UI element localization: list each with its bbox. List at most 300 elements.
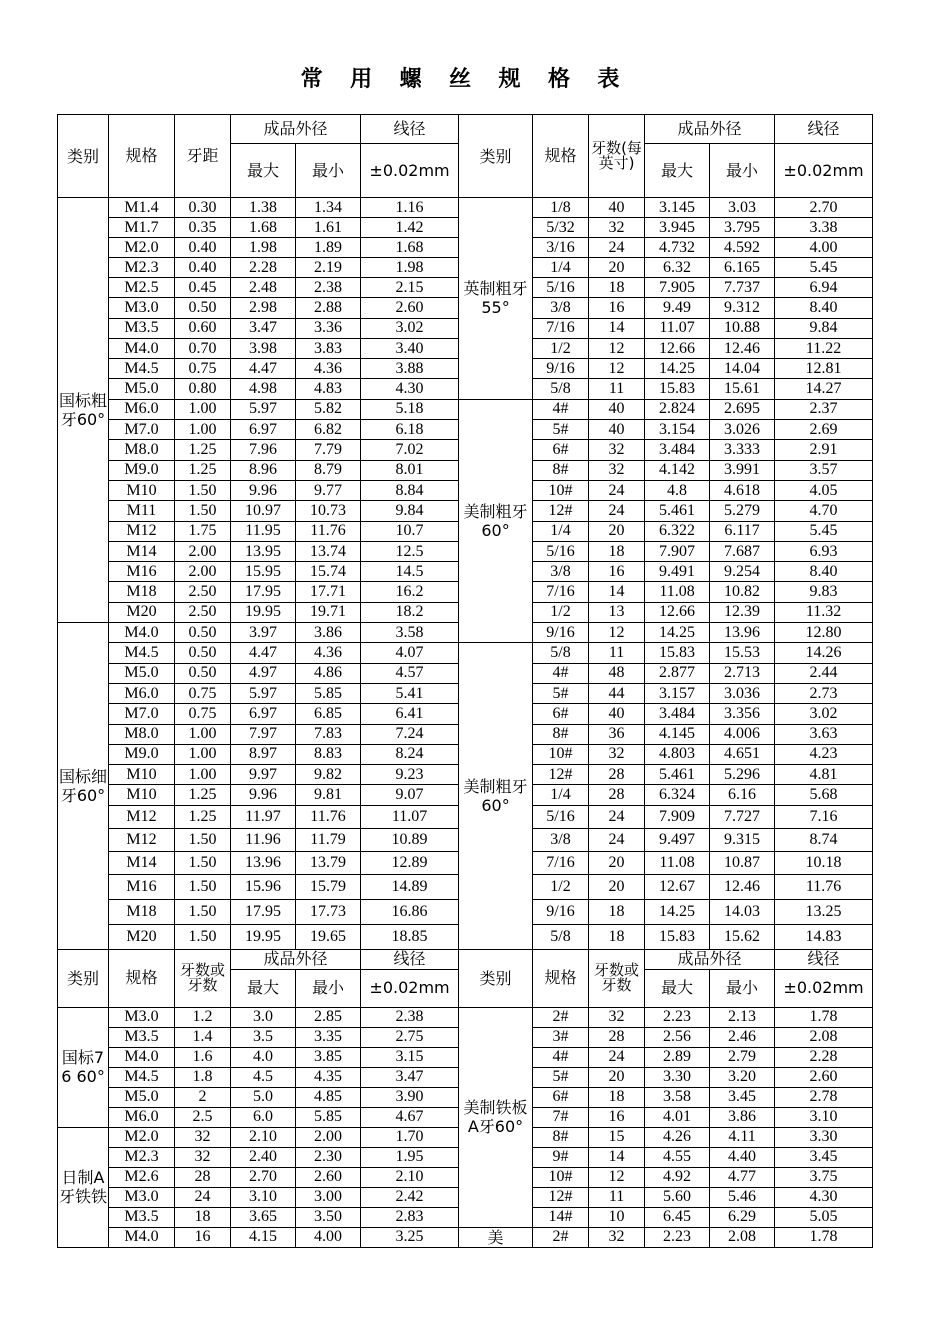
line-diameter-cell: 3.90 [361,1087,459,1107]
pitch-cell: 0.50 [175,663,231,683]
header-tolerance: ±0.02mm [361,144,459,198]
tpi-cell: 10 [589,1207,645,1227]
page-title: 常 用 螺 丝 规 格 表 [300,67,630,92]
max-diameter-cell: 6.324 [645,785,710,805]
max-diameter-cell: 4.803 [645,744,710,764]
min-diameter-cell: 3.991 [710,460,775,480]
spec-cell: 3/16 [533,238,589,258]
spec-cell: M6.0 [109,683,175,703]
max-diameter-cell: 17.95 [231,582,296,602]
max-diameter-cell: 15.95 [231,562,296,582]
min-diameter-cell: 10.73 [296,501,361,521]
spec-cell: M4.0 [109,338,175,358]
tpi-cell: 40 [589,420,645,440]
max-diameter-cell: 1.38 [231,198,296,218]
max-diameter-cell: 8.96 [231,460,296,480]
spec-cell: M10 [109,785,175,805]
spec-cell: M4.0 [109,1227,175,1247]
spec-cell: 5/32 [533,218,589,238]
min-diameter-cell: 2.19 [296,258,361,278]
max-diameter-cell: 14.25 [645,359,710,379]
table-row [58,643,873,663]
line-diameter-cell: 10.89 [361,828,459,851]
spec-cell: 7/16 [533,851,589,874]
category-label: 美 [459,1227,533,1247]
tpi-cell: 24 [589,1047,645,1067]
min-diameter-cell: 1.89 [296,238,361,258]
min-diameter-cell: 3.03 [710,198,775,218]
max-diameter-cell: 9.497 [645,828,710,851]
line-diameter-cell: 3.75 [775,1167,873,1187]
header-min: 最小 [296,144,361,198]
spec-cell: M18 [109,582,175,602]
screw-spec-table [57,114,873,1248]
spec-cell: 1/4 [533,785,589,805]
spec-cell: M2.6 [109,1167,175,1187]
max-diameter-cell: 2.28 [231,258,296,278]
line-diameter-cell: 9.23 [361,765,459,785]
tpi-cell: 28 [589,765,645,785]
header-outer-diameter: 成品外径 [645,115,775,144]
line-diameter-cell: 5.05 [775,1207,873,1227]
header-max: 最大 [645,144,710,198]
tpi-cell: 12 [589,623,645,643]
spec-cell: M2.3 [109,1147,175,1167]
line-diameter-cell: 1.78 [775,1227,873,1247]
header-min: 最小 [296,969,361,1007]
line-diameter-cell: 8.84 [361,480,459,500]
max-diameter-cell: 4.0 [231,1047,296,1067]
line-diameter-cell: 2.38 [361,1007,459,1027]
tpi-cell: 28 [589,785,645,805]
line-diameter-cell: 11.32 [775,602,873,622]
spec-cell: 4# [533,663,589,683]
header-pitch: 牙距 [175,115,231,198]
spec-cell: M14 [109,541,175,561]
tpi-cell: 20 [589,258,645,278]
max-diameter-cell: 4.142 [645,460,710,480]
pitch-cell: 0.75 [175,359,231,379]
min-diameter-cell: 4.85 [296,1087,361,1107]
spec-cell: 7/16 [533,582,589,602]
max-diameter-cell: 15.96 [231,874,296,899]
min-diameter-cell: 8.83 [296,744,361,764]
pitch-cell: 2.00 [175,562,231,582]
line-diameter-cell: 14.83 [775,924,873,949]
min-diameter-cell: 4.83 [296,379,361,399]
pitch-cell: 1.00 [175,420,231,440]
spec-cell: M12 [109,805,175,828]
spec-cell: M3.5 [109,1207,175,1227]
spec-cell: M16 [109,874,175,899]
spec-cell: M10 [109,480,175,500]
min-diameter-cell: 19.71 [296,602,361,622]
category-label: 英制粗牙55° [459,198,533,400]
tpi-cell: 28 [589,1027,645,1047]
max-diameter-cell: 3.97 [231,623,296,643]
spec-cell: 5/8 [533,379,589,399]
line-diameter-cell: 3.47 [361,1067,459,1087]
line-diameter-cell: 18.85 [361,924,459,949]
spec-cell: M3.0 [109,1187,175,1207]
tpi-cell: 24 [589,805,645,828]
max-diameter-cell: 12.66 [645,602,710,622]
tpi-cell: 32 [589,744,645,764]
min-diameter-cell: 5.85 [296,1107,361,1127]
max-diameter-cell: 13.95 [231,541,296,561]
pitch-cell: 24 [175,1187,231,1207]
table-row [58,949,873,969]
max-diameter-cell: 9.49 [645,298,710,318]
header-category: 类别 [459,949,533,1007]
line-diameter-cell: 3.88 [361,359,459,379]
line-diameter-cell: 3.40 [361,338,459,358]
max-diameter-cell: 4.01 [645,1107,710,1127]
line-diameter-cell: 2.42 [361,1187,459,1207]
line-diameter-cell: 10.7 [361,521,459,541]
max-diameter-cell: 3.154 [645,420,710,440]
line-diameter-cell: 4.05 [775,480,873,500]
header-tolerance: ±0.02mm [361,969,459,1007]
tpi-cell: 14 [589,318,645,338]
line-diameter-cell: 5.45 [775,258,873,278]
pitch-cell: 0.50 [175,643,231,663]
min-diameter-cell: 5.82 [296,399,361,419]
spec-cell: M1.4 [109,198,175,218]
line-diameter-cell: 9.84 [361,501,459,521]
pitch-cell: 1.2 [175,1007,231,1027]
max-diameter-cell: 19.95 [231,924,296,949]
pitch-cell: 0.80 [175,379,231,399]
max-diameter-cell: 4.732 [645,238,710,258]
header-line-diameter: 线径 [361,949,459,969]
max-diameter-cell: 2.877 [645,663,710,683]
category-label: 国标细牙60° [58,623,109,950]
line-diameter-cell: 14.26 [775,643,873,663]
pitch-cell: 1.00 [175,724,231,744]
max-diameter-cell: 11.95 [231,521,296,541]
tpi-cell: 18 [589,1087,645,1107]
spec-cell: 8# [533,724,589,744]
min-diameter-cell: 3.35 [296,1027,361,1047]
pitch-cell: 1.25 [175,460,231,480]
tpi-cell: 18 [589,278,645,298]
line-diameter-cell: 1.98 [361,258,459,278]
spec-cell: 8# [533,460,589,480]
min-diameter-cell: 2.713 [710,663,775,683]
line-diameter-cell: 12.89 [361,851,459,874]
pitch-cell: 2.50 [175,582,231,602]
min-diameter-cell: 4.36 [296,643,361,663]
max-diameter-cell: 6.97 [231,420,296,440]
line-diameter-cell: 3.45 [775,1147,873,1167]
category-label: 美制粗牙60° [459,399,533,643]
min-diameter-cell: 5.85 [296,683,361,703]
pitch-cell: 1.50 [175,874,231,899]
max-diameter-cell: 15.83 [645,379,710,399]
max-diameter-cell: 15.83 [645,643,710,663]
line-diameter-cell: 2.75 [361,1027,459,1047]
line-diameter-cell: 18.2 [361,602,459,622]
spec-cell: 7/16 [533,318,589,338]
spec-cell: M4.5 [109,643,175,663]
line-diameter-cell: 2.10 [361,1167,459,1187]
spec-cell: M9.0 [109,744,175,764]
spec-cell: 8# [533,1127,589,1147]
tpi-cell: 16 [589,1107,645,1127]
spec-cell: M20 [109,924,175,949]
line-diameter-cell: 14.27 [775,379,873,399]
spec-cell: M2.0 [109,238,175,258]
min-diameter-cell: 6.16 [710,785,775,805]
min-diameter-cell: 10.82 [710,582,775,602]
tpi-cell: 24 [589,480,645,500]
spec-cell: M4.5 [109,1067,175,1087]
spec-cell: M20 [109,602,175,622]
pitch-cell: 2.00 [175,541,231,561]
min-diameter-cell: 13.96 [710,623,775,643]
tpi-cell: 48 [589,663,645,683]
line-diameter-cell: 6.41 [361,704,459,724]
max-diameter-cell: 2.70 [231,1167,296,1187]
spec-cell: 9/16 [533,359,589,379]
spec-cell: M1.7 [109,218,175,238]
max-diameter-cell: 11.97 [231,805,296,828]
tpi-cell: 36 [589,724,645,744]
pitch-cell: 0.30 [175,198,231,218]
pitch-cell: 0.75 [175,683,231,703]
max-diameter-cell: 4.47 [231,643,296,663]
line-diameter-cell: 8.40 [775,562,873,582]
max-diameter-cell: 14.25 [645,623,710,643]
header-max: 最大 [231,144,296,198]
spec-cell: 5/16 [533,805,589,828]
min-diameter-cell: 3.36 [296,318,361,338]
min-diameter-cell: 4.40 [710,1147,775,1167]
max-diameter-cell: 5.461 [645,765,710,785]
max-diameter-cell: 2.824 [645,399,710,419]
header-category: 类别 [459,115,533,198]
header-spec: 规格 [109,115,175,198]
spec-cell: M2.0 [109,1127,175,1147]
max-diameter-cell: 3.58 [645,1087,710,1107]
line-diameter-cell: 1.68 [361,238,459,258]
line-diameter-cell: 1.70 [361,1127,459,1147]
max-diameter-cell: 12.66 [645,338,710,358]
line-diameter-cell: 6.94 [775,278,873,298]
min-diameter-cell: 4.006 [710,724,775,744]
line-diameter-cell: 9.83 [775,582,873,602]
min-diameter-cell: 14.03 [710,899,775,924]
pitch-cell: 1.50 [175,828,231,851]
line-diameter-cell: 2.73 [775,683,873,703]
pitch-cell: 16 [175,1227,231,1247]
line-diameter-cell: 16.86 [361,899,459,924]
pitch-cell: 1.25 [175,805,231,828]
min-diameter-cell: 9.315 [710,828,775,851]
category-label: 美制粗牙60° [459,643,533,949]
line-diameter-cell: 2.60 [361,298,459,318]
spec-cell: 5/8 [533,643,589,663]
min-diameter-cell: 13.79 [296,851,361,874]
min-diameter-cell: 5.279 [710,501,775,521]
pitch-cell: 1.25 [175,785,231,805]
header-tolerance: ±0.02mm [775,144,873,198]
line-diameter-cell: 4.30 [775,1187,873,1207]
min-diameter-cell: 9.254 [710,562,775,582]
pitch-cell: 32 [175,1147,231,1167]
table-row [58,198,873,218]
category-label: 日制A牙铁铁 [58,1127,109,1247]
min-diameter-cell: 4.35 [296,1067,361,1087]
tpi-cell: 18 [589,541,645,561]
max-diameter-cell: 4.92 [645,1167,710,1187]
line-diameter-cell: 2.83 [361,1207,459,1227]
line-diameter-cell: 10.18 [775,851,873,874]
line-diameter-cell: 2.44 [775,663,873,683]
tpi-cell: 13 [589,602,645,622]
min-diameter-cell: 9.81 [296,785,361,805]
spec-cell: M4.0 [109,623,175,643]
max-diameter-cell: 9.97 [231,765,296,785]
tpi-cell: 24 [589,828,645,851]
line-diameter-cell: 3.63 [775,724,873,744]
spec-cell: 10# [533,480,589,500]
pitch-cell: 0.40 [175,258,231,278]
max-diameter-cell: 3.47 [231,318,296,338]
line-diameter-cell: 9.07 [361,785,459,805]
min-diameter-cell: 4.618 [710,480,775,500]
min-diameter-cell: 2.30 [296,1147,361,1167]
spec-cell: 2# [533,1007,589,1027]
min-diameter-cell: 6.29 [710,1207,775,1227]
min-diameter-cell: 17.71 [296,582,361,602]
line-diameter-cell: 7.24 [361,724,459,744]
max-diameter-cell: 2.48 [231,278,296,298]
spec-cell: 10# [533,744,589,764]
line-diameter-cell: 4.30 [361,379,459,399]
tpi-cell: 16 [589,562,645,582]
max-diameter-cell: 3.5 [231,1027,296,1047]
max-diameter-cell: 4.98 [231,379,296,399]
header-max: 最大 [231,969,296,1007]
max-diameter-cell: 9.96 [231,785,296,805]
min-diameter-cell: 7.79 [296,440,361,460]
max-diameter-cell: 7.97 [231,724,296,744]
pitch-cell: 1.50 [175,501,231,521]
min-diameter-cell: 12.39 [710,602,775,622]
line-diameter-cell: 8.40 [775,298,873,318]
max-diameter-cell: 15.83 [645,924,710,949]
line-diameter-cell: 13.25 [775,899,873,924]
tpi-cell: 24 [589,501,645,521]
spec-cell: M8.0 [109,724,175,744]
table-row [58,1007,873,1027]
line-diameter-cell: 1.78 [775,1007,873,1027]
line-diameter-cell: 1.95 [361,1147,459,1167]
pitch-cell: 1.25 [175,440,231,460]
tpi-cell: 32 [589,460,645,480]
tpi-cell: 11 [589,379,645,399]
spec-cell: 7# [533,1107,589,1127]
min-diameter-cell: 3.45 [710,1087,775,1107]
max-diameter-cell: 7.96 [231,440,296,460]
min-diameter-cell: 2.79 [710,1047,775,1067]
max-diameter-cell: 10.97 [231,501,296,521]
line-diameter-cell: 12.80 [775,623,873,643]
line-diameter-cell: 9.84 [775,318,873,338]
spec-cell: 12# [533,1187,589,1207]
line-diameter-cell: 3.57 [775,460,873,480]
max-diameter-cell: 4.5 [231,1067,296,1087]
max-diameter-cell: 3.0 [231,1007,296,1027]
line-diameter-cell: 2.91 [775,440,873,460]
max-diameter-cell: 11.08 [645,582,710,602]
header-spec: 规格 [533,949,589,1007]
line-diameter-cell: 7.02 [361,440,459,460]
line-diameter-cell: 5.68 [775,785,873,805]
header-line-diameter: 线径 [775,949,873,969]
min-diameter-cell: 7.737 [710,278,775,298]
min-diameter-cell: 4.86 [296,663,361,683]
min-diameter-cell: 1.34 [296,198,361,218]
spec-cell: M3.0 [109,1007,175,1027]
tpi-cell: 24 [589,238,645,258]
spec-cell: 3/8 [533,298,589,318]
line-diameter-cell: 11.76 [775,874,873,899]
max-diameter-cell: 5.0 [231,1087,296,1107]
max-diameter-cell: 11.08 [645,851,710,874]
tpi-cell: 44 [589,683,645,703]
spec-cell: 9# [533,1147,589,1167]
spec-cell: 9/16 [533,899,589,924]
line-diameter-cell: 2.08 [775,1027,873,1047]
max-diameter-cell: 6.97 [231,704,296,724]
spec-cell: M4.0 [109,1047,175,1067]
header-tpi: 牙数(每英寸) [589,115,645,198]
line-diameter-cell: 11.07 [361,805,459,828]
line-diameter-cell: 2.78 [775,1087,873,1107]
pitch-cell: 0.45 [175,278,231,298]
max-diameter-cell: 9.96 [231,480,296,500]
pitch-cell: 28 [175,1167,231,1187]
max-diameter-cell: 2.10 [231,1127,296,1147]
tpi-cell: 32 [589,1227,645,1247]
header-outer-diameter: 成品外径 [645,949,775,969]
min-diameter-cell: 6.117 [710,521,775,541]
pitch-cell: 0.75 [175,704,231,724]
min-diameter-cell: 7.83 [296,724,361,744]
line-diameter-cell: 14.89 [361,874,459,899]
spec-cell: 5# [533,1067,589,1087]
tpi-cell: 12 [589,359,645,379]
line-diameter-cell: 7.16 [775,805,873,828]
spec-cell: M3.0 [109,298,175,318]
min-diameter-cell: 10.88 [710,318,775,338]
spec-cell: 2# [533,1227,589,1247]
spec-cell: 5/8 [533,924,589,949]
line-diameter-cell: 3.15 [361,1047,459,1067]
line-diameter-cell: 2.28 [775,1047,873,1067]
line-diameter-cell: 5.41 [361,683,459,703]
min-diameter-cell: 3.036 [710,683,775,703]
min-diameter-cell: 11.76 [296,521,361,541]
min-diameter-cell: 1.61 [296,218,361,238]
spec-cell: M5.0 [109,663,175,683]
min-diameter-cell: 14.04 [710,359,775,379]
max-diameter-cell: 11.96 [231,828,296,851]
line-diameter-cell: 14.5 [361,562,459,582]
